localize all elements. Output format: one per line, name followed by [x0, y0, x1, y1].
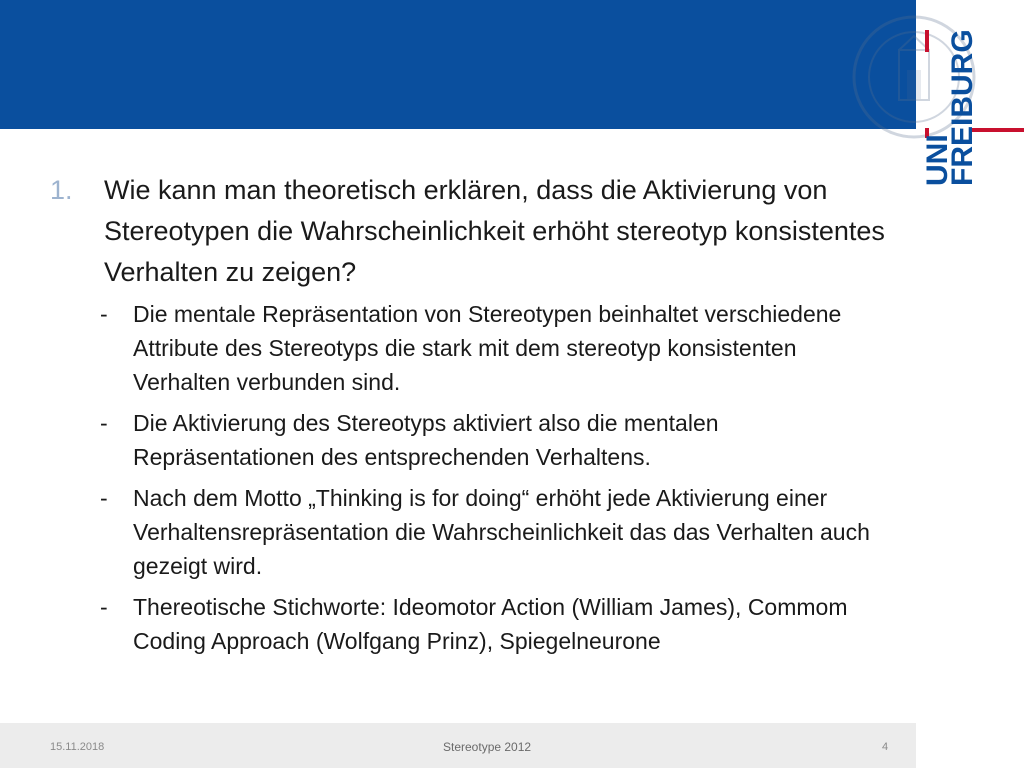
- slide-content: [50, 170, 900, 665]
- bullet-marker: -: [100, 485, 108, 511]
- question-text: Wie kann man theoretisch erklären, dass die Aktivierung von Stereotypen die Wahrscheinlichkeit erhöht stereotyp konsistentes Verhalten zu zeigen?: [104, 175, 885, 287]
- uni-freiburg-logo: [905, 30, 1024, 200]
- list-item: [50, 481, 900, 583]
- logo-freiburg-text: FREIBURG: [946, 29, 979, 186]
- list-item: [50, 406, 900, 474]
- question: [50, 170, 900, 293]
- bullet-marker: -: [100, 594, 108, 620]
- page-number: 4: [882, 741, 889, 753]
- bullet-marker: -: [100, 301, 108, 327]
- question-number: 1.: [50, 175, 73, 205]
- footer-title: Stereotype 2012: [443, 740, 532, 754]
- bullet-marker: -: [100, 410, 108, 436]
- list-item: [50, 590, 900, 658]
- header-band: [0, 0, 916, 129]
- bullet-text: Die mentale Repräsentation von Stereotypen beinhaltet verschiedene Attribute des Stereotyps die stark mit dem stereotyp konsistenten Verhalten verbunden sind.: [133, 301, 842, 395]
- bullet-text: Die Aktivierung des Stereotyps aktiviert also die mentalen Repräsentationen des entsprechenden Verhaltens.: [133, 410, 719, 470]
- logo-uni-text: UNI: [921, 134, 954, 186]
- bullet-text: Thereotische Stichworte: Ideomotor Action (William James), Commom Coding Approach (Wolfgang Prinz), Spiegelneurone: [133, 594, 848, 654]
- bullet-list: [50, 297, 900, 658]
- list-item: [50, 297, 900, 399]
- footer-date: 15.11.2018: [50, 741, 105, 753]
- bullet-text: Nach dem Motto „Thinking is for doing“ erhöht jede Aktivierung einer Verhaltensrepräsentation die Wahrscheinlichkeit das das Verhalten auch gezeigt wird.: [133, 485, 870, 579]
